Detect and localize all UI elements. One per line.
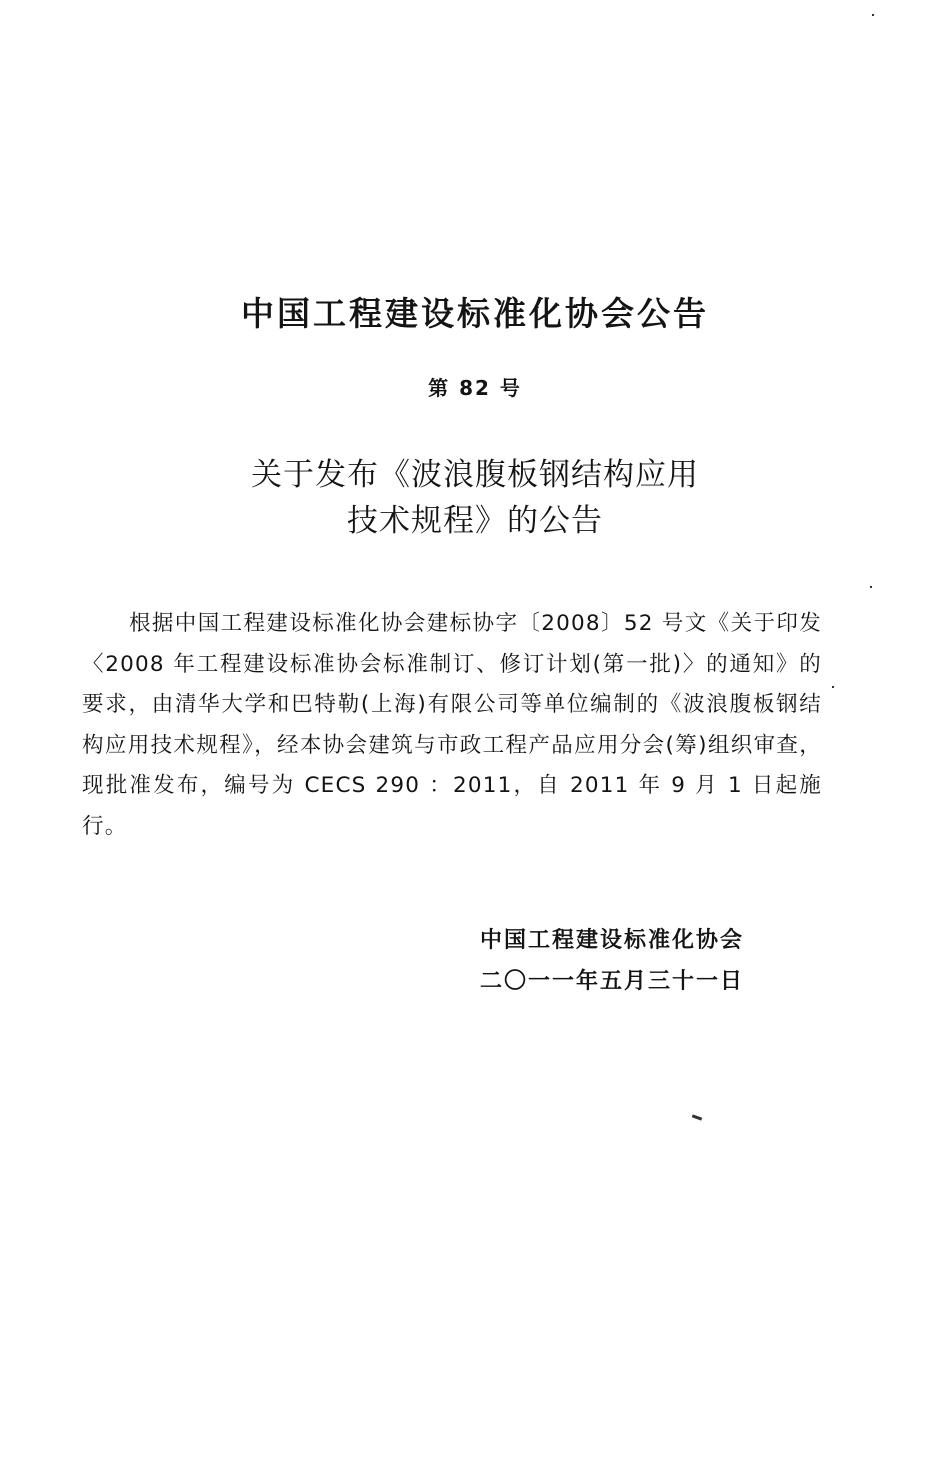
announcement-number: 第 82 号 (428, 376, 522, 400)
issue-date: 二〇一一年五月三十一日 (480, 969, 745, 994)
subject-line-2: 技术规程》的公告 (347, 503, 603, 539)
scan-speck (832, 686, 834, 688)
signature-block (480, 920, 800, 1002)
subject-line-1: 关于发布《波浪腹板钢结构应用 (251, 457, 699, 493)
scan-speck (692, 1114, 702, 1120)
announcement-subject (0, 452, 950, 544)
organization-title: 中国工程建设标准化协会公告 (241, 294, 709, 333)
signatory: 中国工程建设标准化协会 (480, 928, 745, 953)
announcement-body: 根据中国工程建设标准化协会建标协字〔2008〕52 号文《关于印发〈2008 年工程建设标准协会标准制订、修订计划(第一批)〉的通知》的要求，由清华大学和巴特勒(上海)有限公司等单位编制的《波浪腹板钢结构应用技术规程》，经本协会建筑与市政工程产品应用分会(筹)组织审查，现批准发布，编号为 CECS 290 ：2011，自 2011 年 9 月 1 日起施行。 (82, 611, 822, 839)
scan-speck (872, 14, 874, 16)
scan-speck (870, 586, 872, 588)
